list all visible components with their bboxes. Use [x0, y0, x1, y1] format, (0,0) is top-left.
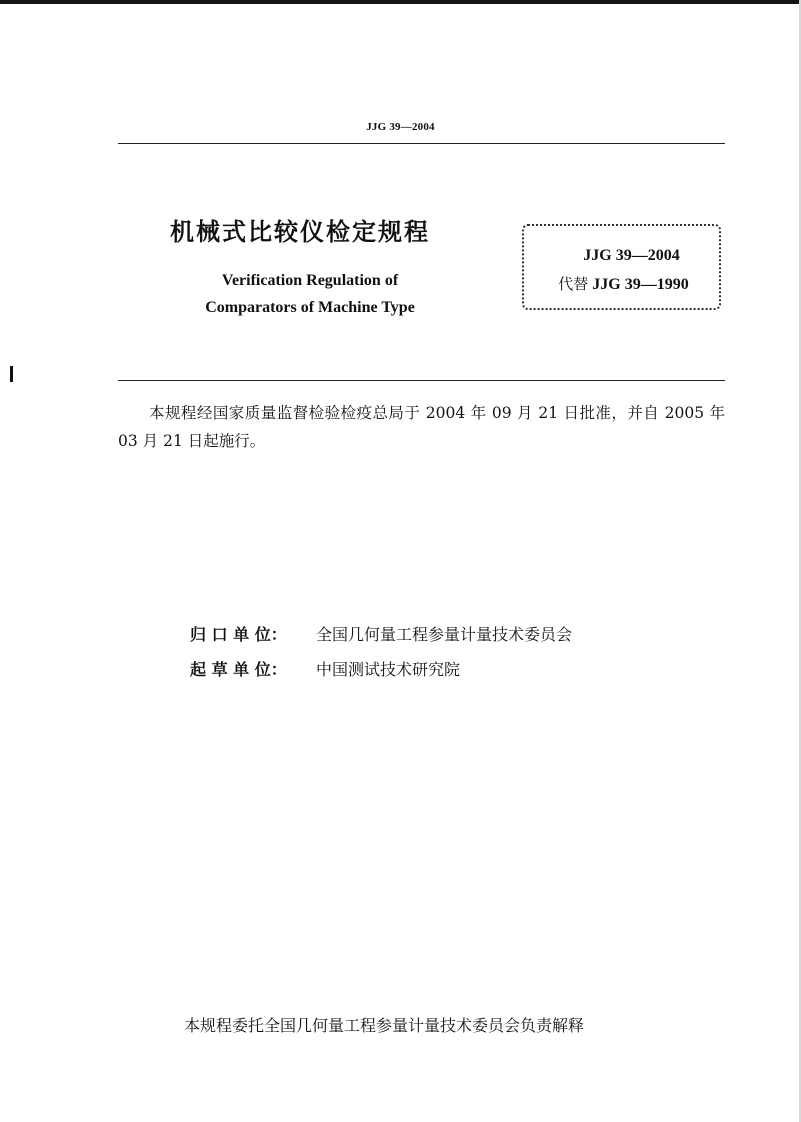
header-rule: [118, 143, 725, 144]
scan-edge-top: [0, 0, 801, 4]
drafting-unit-label: 起 草 单 位：: [190, 660, 287, 679]
standard-code: JJG 39—2004: [583, 247, 680, 264]
title-english-line-1: Verification Regulation of: [221, 272, 399, 289]
approval-paragraph: 本规程经国家质量监督检验检疫总局于 2004 年 09 月 21 日批准，并自 2005 年 03 月 21 日起施行。: [118, 404, 725, 450]
title-english-line-2: Comparators of Machine Type: [205, 299, 415, 316]
replaced-code: JJG 39—1990: [592, 276, 689, 293]
replaces-label: 代替: [558, 275, 589, 293]
section-rule: [118, 380, 725, 381]
responsible-unit-value: 全国几何量工程参量计量技术委员会: [316, 625, 573, 644]
running-head: JJG 39—2004: [366, 121, 435, 133]
drafting-unit-value: 中国测试技术研究院: [316, 660, 461, 679]
replaces-line: [524, 273, 723, 294]
standard-code-line: [532, 246, 731, 265]
drafting-unit-row: [190, 657, 460, 680]
title-chinese: 机械式比较仪检定规程: [170, 218, 430, 246]
responsible-unit-label: 归 口 单 位：: [190, 625, 287, 644]
standard-code-box: [522, 224, 721, 310]
scan-mark: [10, 366, 13, 382]
responsible-unit-row: [190, 622, 572, 645]
interpretation-note: 本规程委托全国几何量工程参量计量技术委员会负责解释: [183, 1016, 584, 1035]
